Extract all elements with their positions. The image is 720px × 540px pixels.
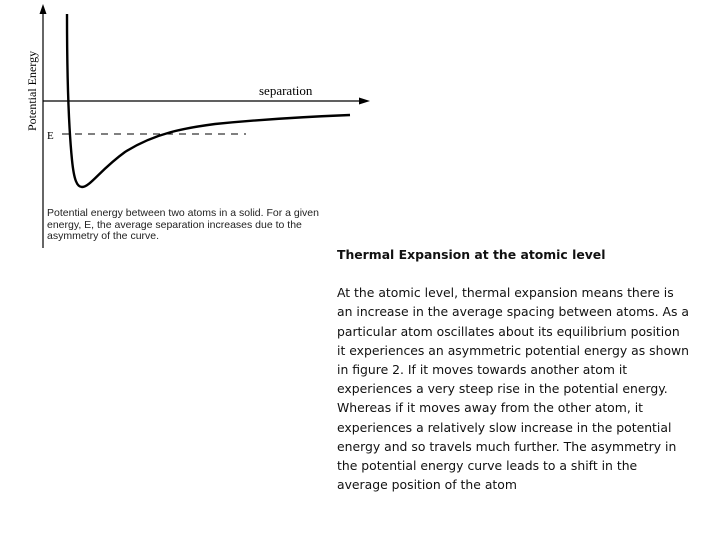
x-axis-arrowhead — [359, 98, 370, 105]
y-axis-arrowhead — [40, 4, 47, 14]
y-axis-label: Potential Energy — [25, 50, 39, 131]
energy-level-label: E — [47, 130, 54, 142]
text-section — [337, 245, 689, 494]
x-axis-label: separation — [259, 83, 313, 98]
section-heading: Thermal Expansion at the atomic level — [337, 247, 606, 262]
figure-caption: Potential energy between two atoms in a solid. For a given energy, E, the average separation increases due to the asymmetry of the curve. — [47, 208, 319, 242]
section-body: At the atomic level, thermal expansion means there is an increase in the average spacing between atoms. As a particular atom oscillates about its equilibrium position it experiences an asymmetric potential energy as shown in figure 2. If it moves towards another atom it experiences a very steep rise in the potential energy. Whereas if it moves away from the other atom, it experiences a relatively slow increase in the potential energy and so travels much further. The asymmetry in the potential energy curve leads to a shift in the average position of the atom — [337, 285, 690, 493]
